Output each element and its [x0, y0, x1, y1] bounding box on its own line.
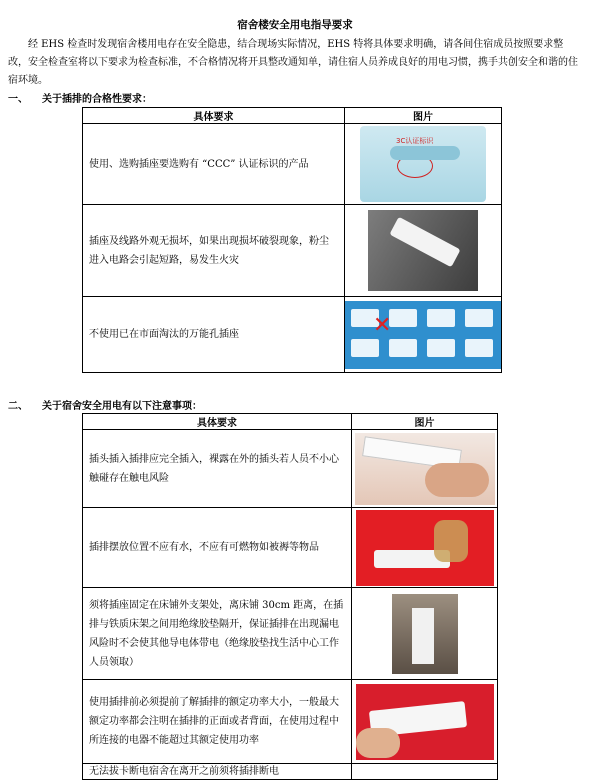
- table-row: [83, 205, 502, 297]
- image-cell: [345, 124, 502, 205]
- table-row: [83, 430, 498, 508]
- image-cell: [345, 297, 502, 373]
- ccc-mark-label: 3C认证标识: [396, 137, 434, 145]
- requirement-text: 不使用已在市面淘汰的万能孔插座: [83, 297, 345, 373]
- section-1-title: 关于插排的合格性要求：: [42, 94, 152, 105]
- table-row: [83, 508, 498, 588]
- section-2-heading: [8, 397, 202, 412]
- bed-mounted-strip-photo: [392, 594, 458, 674]
- image-cell: [352, 764, 498, 780]
- page-title: 宿舍楼安全用电指导要求: [237, 19, 353, 31]
- header-requirement: 具体要求: [83, 108, 345, 124]
- image-cell: [345, 205, 502, 297]
- socket-slot: [389, 309, 417, 327]
- socket-slot: [465, 309, 493, 327]
- requirement-text: 使用插排前必须提前了解插排的额定功率大小，一般最大额定功率都会注明在插排的正面或者背面，在使用过程中所连接的电器不能超过其额定使用功率: [83, 680, 352, 764]
- image-cell: [352, 508, 498, 588]
- requirements-table-2: [82, 413, 498, 780]
- socket-slot: [389, 339, 417, 357]
- hand: [356, 728, 400, 758]
- intro-text: 经 EHS 检查时发现宿舍楼用电存在安全隐患，结合现场实际情况，EHS 特将具体要求明确，请各间住宿成员按照要求整改，安全检查室将以下要求为检查标准，不合格情况将开具整改通知单，请住宿人员养成良好的用电习惯，携手共创安全和谐的住宿环境。: [8, 39, 578, 86]
- socket-slot: [427, 309, 455, 327]
- hand: [425, 463, 489, 497]
- power-strip: [412, 608, 434, 664]
- section-1-number: 一、: [8, 94, 28, 105]
- table-row: [83, 297, 502, 373]
- intro-paragraph: [8, 36, 582, 90]
- requirement-text: 插座及线路外观无损坏，如果出现损坏破裂现象，粉尘进入电路会引起短路，易发生火灾: [83, 205, 345, 297]
- socket-slot: [427, 339, 455, 357]
- cross-mark-icon: ✕: [373, 312, 392, 338]
- requirement-text: 使用、选购插座要选购有 “CCC” 认证标识的产品: [83, 124, 345, 205]
- table-row: [83, 124, 502, 205]
- table-row: [83, 764, 498, 780]
- socket-slot: [465, 339, 493, 357]
- plug-insertion-photo: [355, 433, 495, 505]
- table-header-row: [83, 414, 498, 430]
- header-image: 图片: [345, 108, 502, 124]
- power-strip: [389, 217, 460, 268]
- table-row: [83, 680, 498, 764]
- requirement-text: 无法拔卡断电宿舍在离开之前须将插排断电: [83, 764, 352, 780]
- table-row: [83, 588, 498, 680]
- requirement-text: 插头插入插排应完全插入，裸露在外的插头若人员不小心触碰存在触电风险: [83, 430, 352, 508]
- header-requirement: 具体要求: [83, 414, 352, 430]
- header-image: 图片: [352, 414, 498, 430]
- section-2-number: 二、: [8, 401, 28, 412]
- image-cell: [352, 680, 498, 764]
- power-strip-photo: [368, 210, 478, 291]
- requirement-text: 须将插座固定在床铺外支架处，离床铺 30cm 距离，在插排与铁质床架之间用绝缘胶垫隔开，保证插排在出现漏电风险时不会使其他导电体带电（绝缘胶垫找生活中心工作人员领取）: [83, 588, 352, 680]
- rated-power-photo: [356, 684, 494, 760]
- socket-body: [390, 146, 460, 160]
- section-2-title: 关于宿舍安全用电有以下注意事项：: [42, 401, 202, 412]
- ccc-socket-photo: [360, 126, 486, 202]
- requirements-table-1: [82, 107, 502, 373]
- image-cell: [352, 588, 498, 680]
- water-near-strip-photo: [356, 510, 494, 586]
- requirement-text: 插排摆放位置不应有水，不应有可燃物如被褥等物品: [83, 508, 352, 588]
- section-1-heading: [8, 90, 152, 105]
- universal-socket-photo: [345, 301, 501, 369]
- image-cell: [352, 430, 498, 508]
- table-header-row: [83, 108, 502, 124]
- water-glass: [434, 520, 468, 562]
- socket-slot: [351, 339, 379, 357]
